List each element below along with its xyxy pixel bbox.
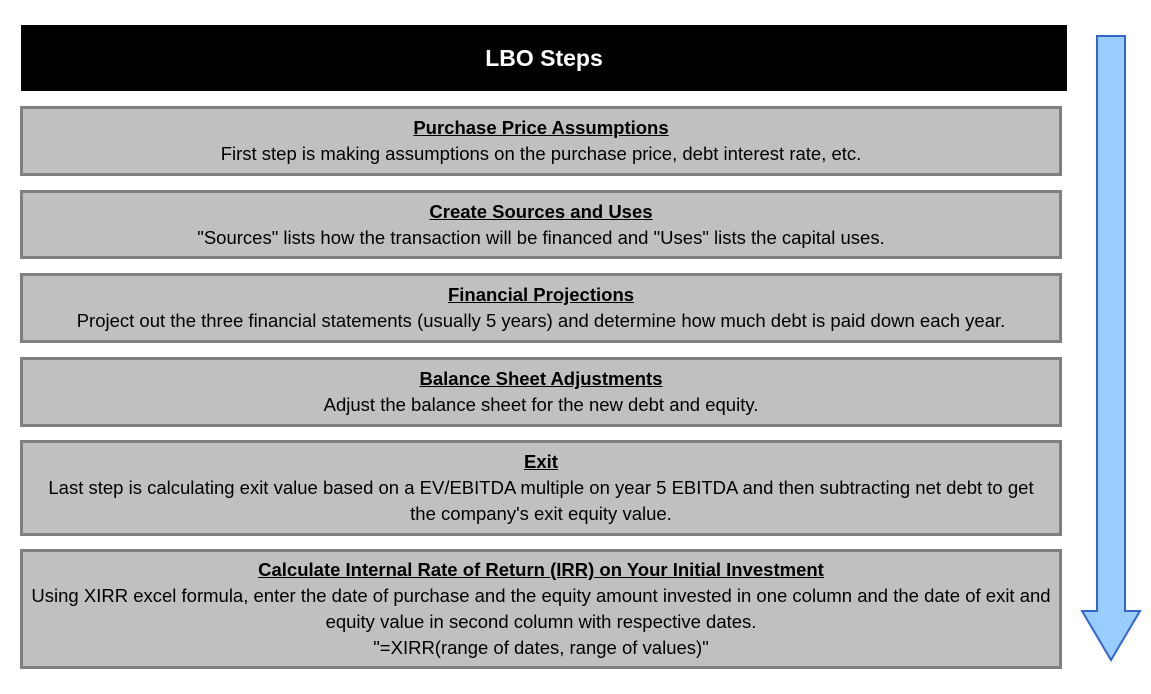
down-arrow-shape: [1082, 36, 1140, 660]
step-create-sources-and-uses: [20, 190, 1062, 259]
down-arrow-icon: [1078, 34, 1144, 664]
step-title: Financial Projections: [447, 284, 635, 305]
step-exit: [20, 440, 1062, 536]
step-title: Create Sources and Uses: [429, 200, 653, 222]
step-description: Last step is calculating exit value based on a EV/EBITDA multiple on year 5 EBITDA and then subtracting net debt to get the company's exit equity value.: [48, 477, 1034, 524]
step-purchase-price-assumptions: [20, 106, 1062, 176]
step-description: Adjust the balance sheet for the new debt and equity.: [323, 394, 759, 415]
step-balance-sheet-adjustments: [20, 357, 1062, 427]
step-formula: "=XIRR(range of dates, range of values)": [373, 637, 709, 658]
step-financial-projections: [20, 273, 1062, 343]
page-title: LBO Steps: [485, 44, 603, 71]
step-description: Using XIRR excel formula, enter the date of purchase and the equity amount invested in one column and the date of exit and equity value in second column with respective dates.: [31, 585, 1051, 632]
page-title-bar: [21, 25, 1067, 91]
step-title: Exit: [524, 451, 558, 472]
step-title: Balance Sheet Adjustments: [419, 368, 663, 389]
step-description: First step is making assumptions on the purchase price, debt interest rate, etc.: [220, 143, 862, 164]
step-title: Calculate Internal Rate of Return (IRR) on Your Initial Investment: [258, 559, 824, 580]
step-title: Purchase Price Assumptions: [413, 117, 669, 138]
step-calculate-irr: [20, 549, 1062, 669]
step-description: "Sources" lists how the transaction will be financed and "Uses" lists the capital uses.: [197, 226, 885, 248]
step-description: Project out the three financial statements (usually 5 years) and determine how much debt is paid down each year.: [76, 310, 1006, 331]
